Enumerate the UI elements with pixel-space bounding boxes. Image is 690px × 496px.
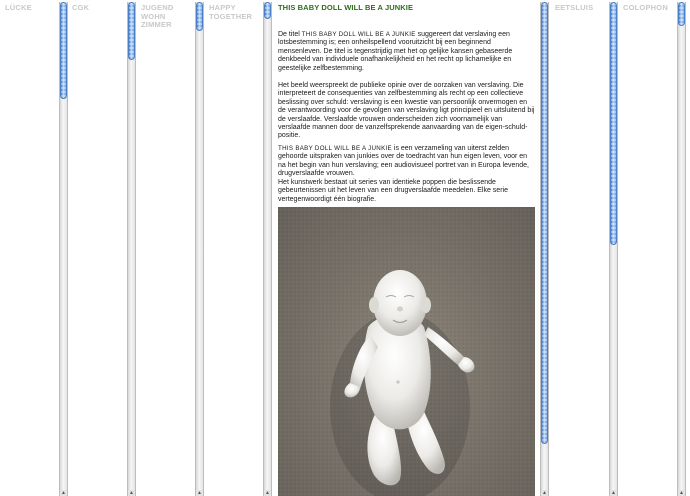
scrollbar-colophon[interactable] <box>677 2 686 496</box>
column-label-lucke[interactable]: LÜCKE <box>5 3 32 12</box>
scroll-down-arrow-icon[interactable]: ▲ <box>611 490 616 496</box>
scroll-down-arrow-icon[interactable]: ▲ <box>61 490 66 496</box>
scrollbar-lucke[interactable] <box>59 2 68 496</box>
scrollbar-main[interactable] <box>540 2 549 496</box>
baby-doll-photo <box>278 207 535 496</box>
paragraph-1 <box>278 31 536 73</box>
paragraph-1-title-ref: THIS BABY DOLL WILL BE A JUNKIE <box>301 31 416 38</box>
paragraph-2: Het beeld weerspreekt de publieke opinie over de oorzaken van verslaving. Die interpreteert de consequenties van zelfbestemming als recht op een collectieve beslissing over schuld: verslaving is een kwestie van persoonlijk onvermogen en de verantwoording voor de gevolgen van verslaving ligt principieel en uitsluitend bij de verslaafde. Verslaafde vrouwen onderscheiden zich voornamelijk van verslaafde mannen door de vanzelfsprekende aanvaarding van de eigen-schuld-positie. <box>278 82 535 140</box>
scrollbar-cgk[interactable] <box>127 2 136 496</box>
paragraph-3-title-ref: THIS BABY DOLL WILL BE A JUNKIE <box>278 145 392 152</box>
scroll-down-arrow-icon[interactable]: ▲ <box>129 490 134 496</box>
scrollbar-thumb[interactable] <box>610 2 617 245</box>
baby-doll-illustration <box>278 207 535 496</box>
column-label-eetsluis[interactable]: EETSLUIS <box>555 3 594 12</box>
scrollbar-jugend-wohn-zimmer[interactable] <box>195 2 204 496</box>
scrollbar-thumb[interactable] <box>264 2 271 19</box>
paragraph-3 <box>278 145 536 179</box>
scroll-down-arrow-icon[interactable]: ▲ <box>265 490 270 496</box>
scrollbar-thumb[interactable] <box>541 2 548 444</box>
column-label-jugend-wohn-zimmer[interactable]: JUGEND WOHN ZIMMER <box>141 3 174 29</box>
column-label-happy-together[interactable]: HAPPY TOGETHER <box>209 3 253 21</box>
scroll-down-arrow-icon[interactable]: ▲ <box>197 490 202 496</box>
scrollbar-thumb[interactable] <box>60 2 67 99</box>
scroll-down-arrow-icon[interactable]: ▲ <box>679 490 684 496</box>
column-label-colophon[interactable]: COLOPHON <box>623 3 668 12</box>
scrollbar-thumb[interactable] <box>196 2 203 31</box>
paragraph-1-text: suggereert dat verslaving een lotsbestemming is; een onheilspellend vooruitzicht bij een beginnend mensenleven. De titel is tegenstrijdig met het op gelijke kansen gebaseerde denkbeeld van individuele onafhankelijkheid en het recht op lichamelijke en geestelijke zelfbestemming. <box>278 31 513 72</box>
paragraph-3-text: is een verzameling van uiterst zelden gehoorde uitspraken van junkies over de toedracht van hun eigen leven, voor en na het begin van hun verslaving; een audiovisueel portret van in Europa levende, drugverslaafde vrouwen. <box>278 145 530 178</box>
paragraph-1-prefix: De titel <box>278 31 302 38</box>
column-label-cgk[interactable]: CGK <box>72 3 90 12</box>
scrollbar-happy-together[interactable] <box>263 2 272 496</box>
scrollbar-eetsluis[interactable] <box>609 2 618 496</box>
paragraph-4: Het kunstwerk bestaat uit series van identieke poppen die beslissende gebeurtenissen uit het leven van een drugverslaafde meedelen. Elke serie vertegenwoordigt één biografie. <box>278 179 508 203</box>
scroll-down-arrow-icon[interactable]: ▲ <box>542 490 547 496</box>
article-title: THIS BABY DOLL WILL BE A JUNKIE <box>278 3 414 12</box>
scrollbar-thumb[interactable] <box>678 2 685 26</box>
scrollbar-thumb[interactable] <box>128 2 135 60</box>
